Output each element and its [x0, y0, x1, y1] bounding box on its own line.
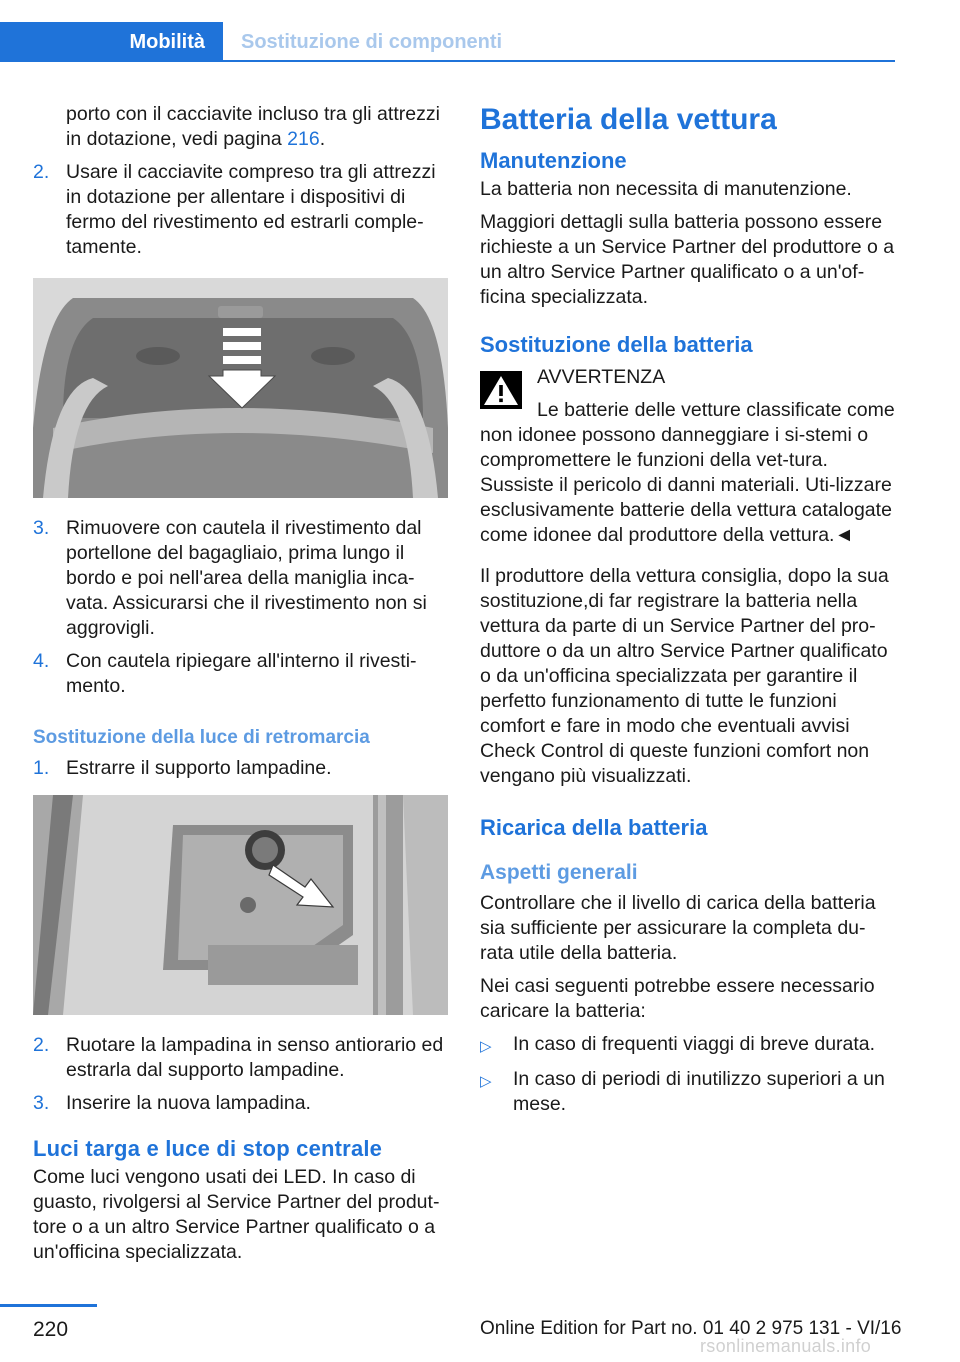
page-number: 220: [33, 1318, 69, 1341]
step-text: Ruotare la lampadina in senso antiorario ed estrarla dal supporto lampadine.: [66, 1034, 444, 1081]
step-3-a: [33, 516, 448, 641]
page-link-216[interactable]: 216: [287, 128, 320, 150]
step-text: Estrarre il supporto lampadine.: [66, 757, 332, 779]
right-column: [480, 102, 898, 1125]
header-rule: [223, 60, 895, 62]
trunk-lid-illustration: [33, 278, 448, 498]
step-text: Rimuovere con cautela il rivestimento dal portellone del bagagliaio, prima lungo il bordo e poi nell'area della maniglia inca-vata. Assicurarsi che il rivestimento non si aggrovigli.: [66, 517, 427, 639]
triangle-bullet-icon: ▷: [480, 1038, 492, 1055]
trunk-lid-figure: [33, 278, 448, 498]
step-number: 3.: [33, 1092, 50, 1114]
triangle-bullet-icon: ▷: [480, 1073, 492, 1090]
warning-block: [480, 365, 898, 548]
bullet-text: In caso di periodi di inutilizzo superiori a un mese.: [513, 1068, 885, 1115]
left-column: [33, 102, 448, 1273]
bulb-holder-figure: [33, 795, 448, 1015]
watermark-text: rsonlinemanuals.info: [700, 1336, 872, 1356]
header-section-tab: Mobilità: [0, 22, 223, 62]
step-2-a: [33, 160, 448, 260]
battery-heading: Batteria della vettura: [480, 103, 777, 136]
warning-title: AVVERTENZA: [537, 366, 666, 388]
battery-replacement-heading: Sostituzione della batteria: [480, 332, 753, 357]
general-text-1: Controllare che il livello di carica della batteria sia sufficiente per assicurare la completa du-rata utile della batteria.: [480, 892, 876, 964]
general-heading: Aspetti generali: [480, 861, 638, 884]
step-number: 2.: [33, 1034, 50, 1056]
step-number: 1.: [33, 757, 50, 779]
maintenance-heading: Manutenzione: [480, 148, 627, 173]
charging-heading: Ricarica della batteria: [480, 815, 708, 840]
step-number: 3.: [33, 517, 50, 539]
general-text-2: Nei casi seguenti potrebbe essere necessario caricare la batteria:: [480, 975, 875, 1022]
reverse-light-heading: Sostituzione della luce di retromarcia: [33, 727, 370, 748]
step-text: Con cautela ripiegare all'interno il rivesti-mento.: [66, 650, 417, 697]
step-number: 4.: [33, 650, 50, 672]
step-2-b: [33, 1033, 448, 1083]
maintenance-text-2: Maggiori dettagli sulla batteria possono essere richieste a un Service Partner del produttore o a un altro Service Partner qualificato o a un'of-ficina specializzata.: [480, 211, 895, 308]
bullet-text: In caso di frequenti viaggi di breve durata.: [513, 1033, 876, 1055]
plate-light-text: Come luci vengono usati dei LED. In caso di guasto, rivolgersi al Service Partner del produt-tore o a un altro Service Partner qualificato o a un'officina specializzata.: [33, 1166, 440, 1263]
replacement-text: Il produttore della vettura consiglia, dopo la sua sostituzione,di far registrare la batteria nella vettura da parte di un Service Partner del pro-duttore o da un altro Service Partner qualificato o da un'officina specializzata per garantire il perfetto funzionamento di tutte le funzioni comfort e fare in modo che eventuali avvisi Check Control di queste funzioni comfort non vengano più visualizzati.: [480, 565, 889, 787]
step-number: 2.: [33, 161, 50, 183]
edition-info: Online Edition for Part no. 01 40 2 975 131 - VI/16: [480, 1318, 902, 1339]
maintenance-text-1: La batteria non necessita di manutenzione.: [480, 178, 852, 200]
step-3-b: [33, 1091, 448, 1116]
step-text: Inserire la nuova lampadina.: [66, 1092, 311, 1114]
warning-text: Le batterie delle vetture classificate come non idonee possono danneggiare i si-stemi o compromettere le funzioni della vet-tura. Sussiste il pericolo di danni materiali. Uti-lizzare esclusivamente batterie della vettura catalogate come idonee dal produttore della vettura.◄: [480, 399, 895, 546]
bullet-item: [480, 1067, 898, 1117]
header-chapter-title: Sostituzione di componenti: [241, 31, 503, 53]
footer-rule: [0, 1304, 97, 1307]
continued-text: porto con il cacciavite incluso tra gli attrezzi in dotazione, vedi pagina: [66, 103, 440, 150]
continued-text-end: .: [319, 128, 326, 150]
bulb-holder-illustration: [33, 795, 448, 1015]
step-4-a: [33, 649, 448, 699]
warning-triangle-icon: [480, 371, 522, 409]
continued-step-text: [33, 102, 448, 152]
plate-light-heading: Luci targa e luce di stop centrale: [33, 1136, 383, 1161]
step-1-b: [33, 756, 448, 781]
step-text: Usare il cacciavite compreso tra gli attrezzi in dotazione per allentare i dispositivi di fermo del rivestimento ed estrarli comple-tamente.: [66, 161, 436, 258]
bullet-item: [480, 1032, 898, 1059]
